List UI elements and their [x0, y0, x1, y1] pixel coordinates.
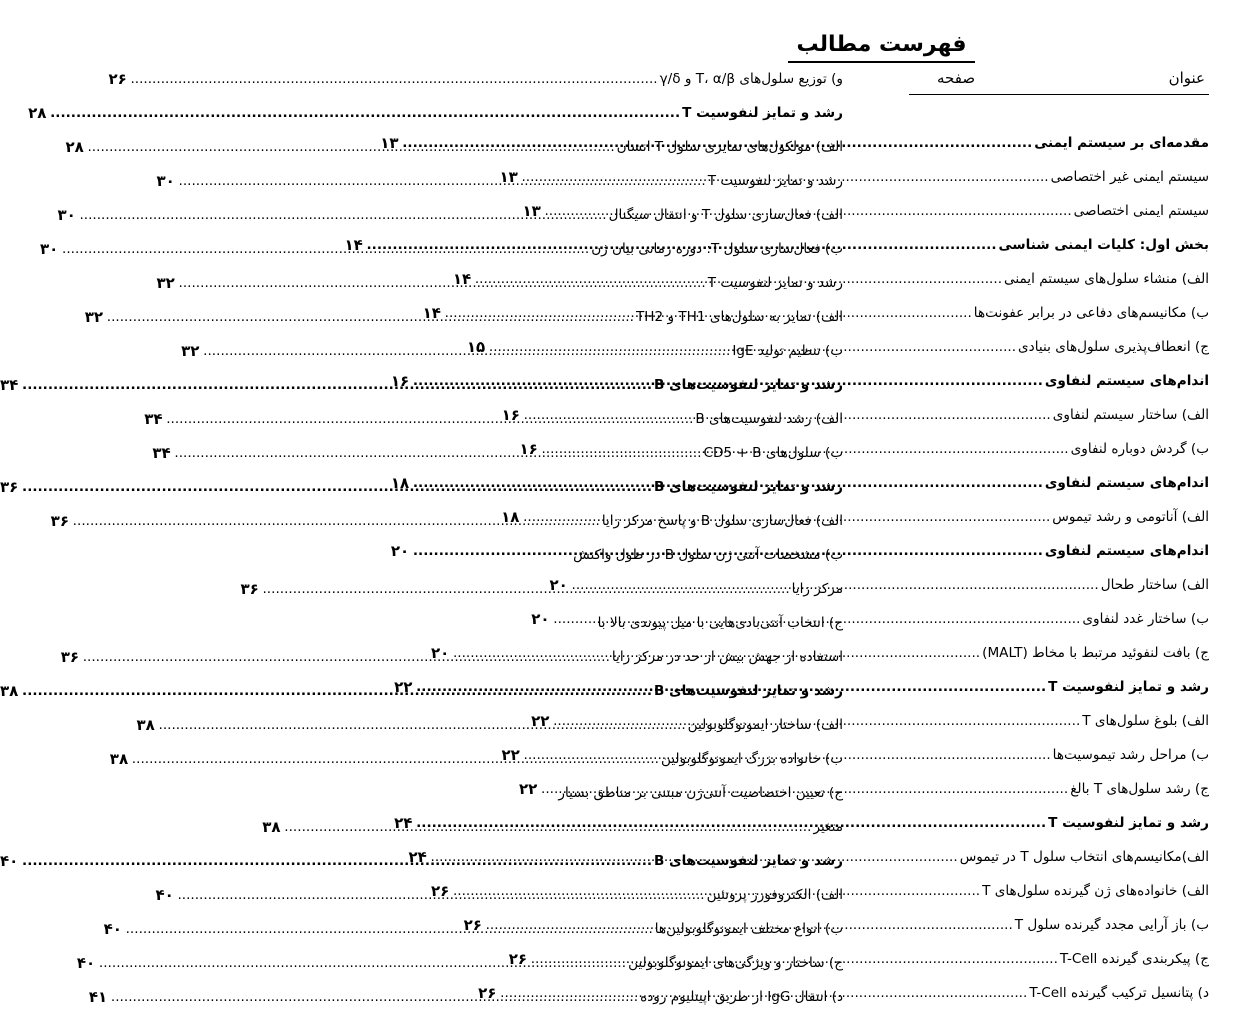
toc-entry-leader — [22, 377, 652, 393]
toc-entry — [553, 606, 843, 640]
toc-entry-page: ۴۱ — [88, 988, 108, 1006]
toc-entry-leader — [174, 445, 701, 461]
toc-entry-page: ۲۰ — [549, 576, 568, 594]
toc-entry-page: ۳۲ — [84, 308, 104, 326]
toc-entry-title: الف) تمایز به سلول‌های TH1 و TH2 — [635, 309, 843, 325]
toc-entry-title: ب) باز آرایی مجدد گیرنده سلول T — [1014, 917, 1209, 933]
toc-entry-page: ۳۰ — [57, 206, 76, 224]
toc-entry-title: رشد و تمایز لنفوسیت‌های B — [654, 683, 843, 699]
toc-entry-page: ۲۰ — [390, 542, 410, 560]
toc-entry — [240, 572, 843, 606]
toc-entry-leader — [22, 853, 652, 869]
toc-entry-page: ۲۶ — [108, 70, 127, 88]
toc-entry-title: الف)مکانیسم‌های انتخاب سلول T در تیموس — [959, 849, 1209, 865]
toc-entry-title: ب) مکانیسم‌های دفاعی در برابر عفونت‌ها — [973, 305, 1209, 321]
toc-entry-leader — [99, 955, 626, 971]
toc-entry-page: ۳۲ — [181, 342, 200, 360]
toc-entry-title: ج) رشد سلول‌های T بالغ — [1070, 781, 1209, 797]
toc-entry-page: ۲۶ — [430, 882, 450, 900]
toc-entry — [108, 62, 843, 96]
toc-entry-leader — [111, 989, 638, 1005]
toc-entry-page: ۲۴ — [408, 848, 427, 866]
toc-entry-leader — [73, 513, 600, 529]
toc-entry-page: ۱۶ — [501, 406, 520, 424]
toc-entry-page: ۳۰ — [156, 172, 175, 190]
toc-entry-page: ۳۴ — [152, 444, 171, 462]
page-title-text: فهرست مطالب — [788, 30, 974, 63]
page-header: صفحه — [937, 69, 976, 87]
toc-entry-title: الف) ساختار سیستم لنفاوی — [1052, 407, 1209, 423]
toc-entry-page: ۳۲ — [156, 274, 175, 292]
toc-entry-leader — [284, 819, 811, 835]
toc-entry-leader — [179, 275, 706, 291]
toc-entry-page: ۲۸ — [65, 138, 84, 156]
toc-entry-title: د) انتقال IgG از طریق اپیتلیوم روده — [640, 989, 843, 1005]
toc-entry-page: ۲۶ — [463, 916, 482, 934]
toc-entry-title: اندام‌های سیستم لنفاوی — [1044, 475, 1209, 491]
toc-entry-page: ۳۸ — [0, 682, 19, 700]
toc-entry-page: ۴۰ — [0, 852, 19, 870]
toc-entry-page: ۱۶ — [390, 372, 410, 390]
toc-entry-title: ب) تنظیم تولید IgE — [732, 343, 843, 359]
toc-entry-title: الف) منشاء سلول‌های سیستم ایمنی — [1004, 271, 1209, 287]
toc-entry-title: ج) ساختار و ویژگی‌های ایمونوگلوبولین — [628, 955, 843, 971]
toc-entry-page: ۴۰ — [103, 920, 122, 938]
toc-entry-title: استفاده از جهش بیش از حد در مرکز زایا — [611, 649, 843, 665]
toc-entry-title: ج) بافت لنفوئید مرتبط با مخاط (MALT) — [982, 645, 1209, 661]
toc-entry-leader — [166, 411, 693, 427]
toc-entry-title: د) پتانسیل ترکیب گیرنده T-Cell — [1029, 985, 1209, 1001]
toc-entry-title: ب) انواع مختلف ایمونوگلوبولین‌ها — [654, 921, 843, 937]
toc-entry-page: ۳۴ — [144, 410, 163, 428]
toc-entry — [553, 538, 843, 572]
toc-entry-title: رشد و تمایز لنفوسیت‌های B — [654, 853, 843, 869]
toc-entry-page: ۳۸ — [262, 818, 281, 836]
toc-entry-page: ۳۰ — [40, 240, 59, 258]
toc-entry-page: ۴۰ — [155, 886, 174, 904]
toc-entry-leader — [62, 241, 589, 257]
toc-entry-title: رشد و تمایز لنفوسیت T — [1048, 815, 1209, 831]
toc-entry-title: اندام‌های سیستم لنفاوی — [1044, 543, 1209, 559]
toc-entry-title: رشد و تمایز لنفوسیت T — [682, 105, 843, 121]
toc-entry-title: الف) آناتومی و رشد تیموس — [1052, 509, 1209, 525]
toc-entry-title: و) توزیع سلول‌های T، α/β و γ/δ — [659, 71, 843, 87]
toc-entry-page: ۱۴ — [344, 236, 363, 254]
toc-entry-page: ۱۳ — [499, 168, 518, 186]
toc-entry-page: ۴۰ — [76, 954, 96, 972]
toc-entry-title: الف) بلوغ سلول‌های T — [1082, 713, 1209, 729]
toc-entry-leader — [179, 173, 706, 189]
toc-entry-title: الف) فعال‌سازی سلول T و انتقال سیگنال — [608, 207, 843, 223]
toc-entry-page: ۱۸ — [501, 508, 520, 526]
toc-entry-title: مرکز زایا — [791, 581, 843, 597]
toc-entry-page: ۳۶ — [50, 512, 69, 530]
column-header — [909, 62, 1209, 95]
toc-entry-page: ۱۳ — [522, 202, 541, 220]
toc-entry-page: ۲۴ — [394, 814, 413, 832]
toc-entry-leader — [177, 887, 704, 903]
toc-entry-page: ۱۳ — [380, 134, 399, 152]
toc-entry-page: ۳۸ — [136, 716, 155, 734]
toc-entry-title: ج) تعیین اختصاصیت آنتی‌ژن مبتنی بر مناطق بسیار — [558, 785, 843, 801]
toc-entry-page: ۲۰ — [531, 610, 550, 628]
toc-entry-page: ۳۶ — [0, 478, 19, 496]
toc-entry-leader — [126, 921, 653, 937]
toc-entry-title: ب) فعال‌سازی سلول T: دوره زمانی بیان ژن — [591, 241, 843, 257]
toc-entry-title: رشد و تمایز لنفوسیت T — [707, 173, 843, 189]
toc-entry-page: ۲۲ — [531, 712, 550, 730]
toc-entry-title: سیستم ایمنی غیر اختصاصی — [1050, 169, 1209, 185]
toc-entry-leader — [132, 751, 659, 767]
toc-entry-page: ۳۴ — [0, 376, 19, 394]
toc-entry-title: ب) مراحل رشد تیموسیت‌ها — [1052, 747, 1209, 763]
subject-header: عنوان — [1168, 69, 1205, 87]
toc-entry-leader — [50, 105, 680, 121]
toc-entry — [553, 776, 843, 810]
toc-entry-page: ۲۰ — [430, 644, 450, 662]
toc-entry-page: ۲۲ — [519, 780, 538, 798]
toc-entry-title: مقدمه‌ای بر سیستم ایمنی — [1034, 135, 1209, 151]
toc-entry-page: ۳۸ — [109, 750, 129, 768]
toc-entry-leader — [130, 71, 657, 87]
toc-entry-leader — [83, 649, 610, 665]
toc-entry-page: ۱۴ — [422, 304, 441, 322]
toc-entry-leader — [159, 717, 686, 733]
toc-entry-title: الف) الکتروفورز پروتئین — [706, 887, 843, 903]
toc-entry-page: ۲۲ — [501, 746, 520, 764]
toc-entry-title: ب) سلول‌های CD5 + B — [703, 445, 843, 461]
toc-entry-title: ب) ساختار غدد لنفاوی — [1082, 611, 1209, 627]
toc-entry-leader — [107, 309, 634, 325]
toc-entry-leader — [203, 343, 730, 359]
toc-entry-title: ب) خانواده بزرگ ایمونوگلوبولین — [660, 751, 843, 767]
toc-entry-leader — [262, 581, 789, 597]
toc-entry-title: رشد و تمایز لنفوسیت‌های B — [654, 479, 843, 495]
toc-entry-page: ۲۶ — [508, 950, 528, 968]
toc-entry-leader — [22, 479, 652, 495]
toc-entry-title: الف) رشد لنفوسیت‌های B — [695, 411, 843, 427]
toc-entry-title: الف) خانواده‌های ژن گیرنده سلول‌های T — [982, 883, 1209, 899]
toc-entry-title: الف) ساختار طحال — [1100, 577, 1209, 593]
toc-entry-page: ۲۸ — [28, 104, 47, 122]
toc-entry-title: اندام‌های سیستم لنفاوی — [1044, 373, 1209, 389]
toc-entry-title: بخش اول: کلیات ایمنی شناسی — [998, 237, 1209, 253]
toc-entry-page: ۳۶ — [240, 580, 259, 598]
toc-entry-leader — [79, 207, 606, 223]
toc-entry-leader — [22, 683, 652, 699]
toc-entry-title: رشد و تمایز لنفوسیت T — [707, 275, 843, 291]
toc-entry-title: ب) گردش دوباره لنفاوی — [1070, 441, 1209, 457]
toc-entry-title: الف) ساختار ایمونوگلوبولین — [687, 717, 843, 733]
toc-entry-page: ۱۵ — [466, 338, 486, 356]
toc-entry-title: متغیر — [813, 819, 843, 835]
toc-entry-title: سیستم ایمنی اختصاصی — [1073, 203, 1209, 219]
toc-entry-leader — [87, 139, 614, 155]
toc-entry-title: ج) انتخاب آنتی‌بادی‌هایی با میل پیوندی بالا با — [597, 615, 843, 631]
toc-entry-title: ج) پیکربندی گیرنده T-Cell — [1059, 951, 1209, 967]
toc-entry — [28, 96, 843, 130]
toc-entry-page: ۲۲ — [394, 678, 413, 696]
toc-entry-title: الف) مولکول‌های تمایزی سلول T انسان — [616, 139, 843, 155]
toc-entry-title: رشد و تمایز لنفوسیت T — [1048, 679, 1209, 695]
toc-entry-title: الف) فعال‌سازی سلول B و پاسخ مرکز زایا — [601, 513, 843, 529]
toc-entry-title: ب) مشخصات آنتی ژن سلول B در طول واکنش — [573, 547, 843, 563]
toc-entry-page: ۱۸ — [390, 474, 410, 492]
toc-entry-page: ۱۴ — [452, 270, 472, 288]
page-title — [527, 30, 1236, 63]
toc-entry-page: ۱۶ — [519, 440, 538, 458]
toc-entry-page: ۲۶ — [478, 984, 497, 1002]
toc-entry-title: ج) انعطاف‌پذیری سلول‌های بنیادی — [1018, 339, 1209, 355]
toc-entry-page: ۳۶ — [60, 648, 80, 666]
toc-entry-title: رشد و تمایز لنفوسیت‌های B — [654, 377, 843, 393]
